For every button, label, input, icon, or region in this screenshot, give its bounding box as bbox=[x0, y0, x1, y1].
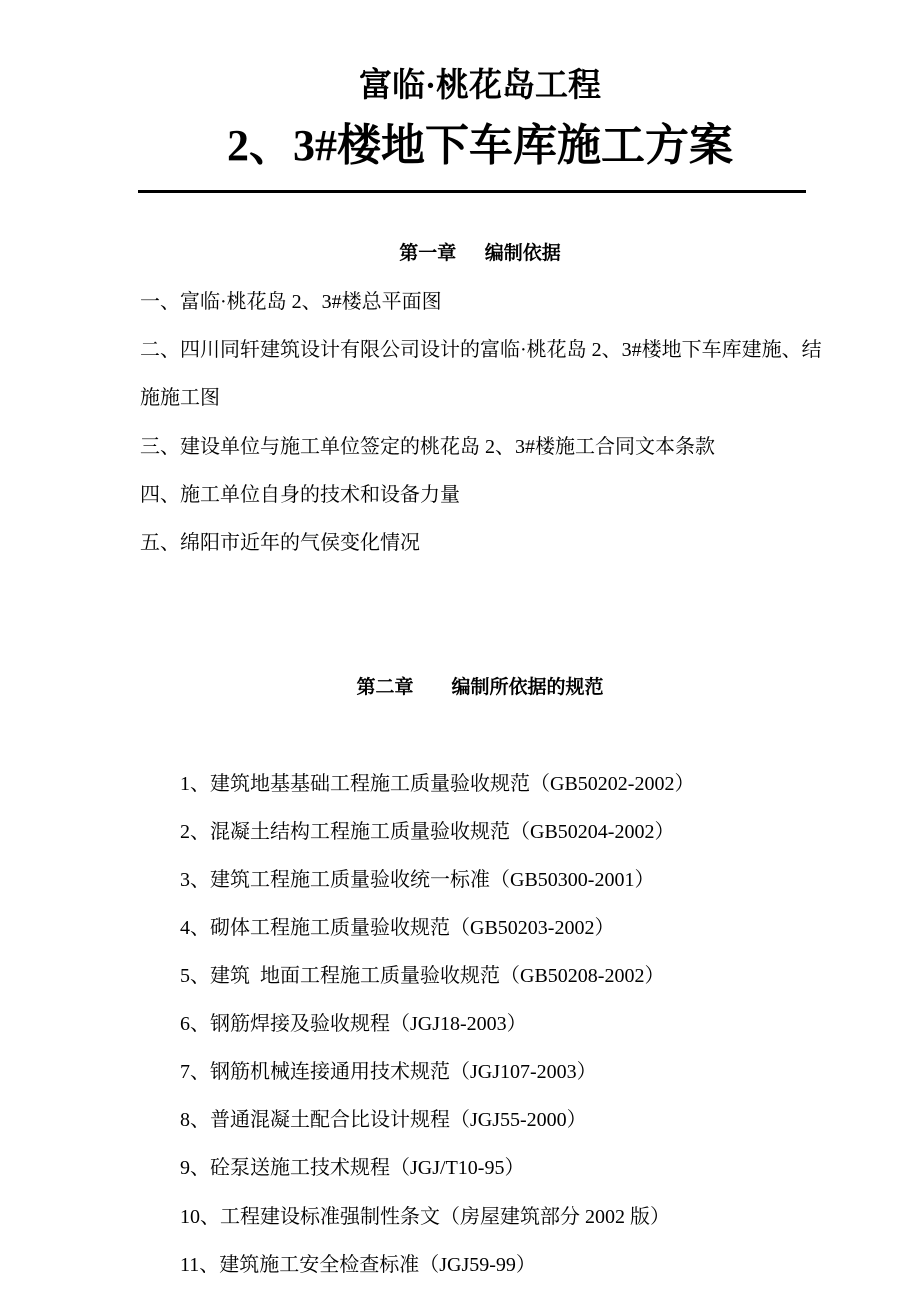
basis-item: 五、绵阳市近年的气侯变化情况 bbox=[140, 532, 420, 554]
document-subtitle: 2、3#楼地下车库施工方案 bbox=[227, 121, 733, 170]
standard-item: 4、砌体工程施工质量验收规范（GB50203-2002） bbox=[180, 917, 615, 939]
document-title: 富临·桃花岛工程 bbox=[358, 68, 601, 104]
standard-item: 2、混凝土结构工程施工质量验收规范（GB50204-2002） bbox=[180, 821, 675, 843]
title-divider bbox=[138, 190, 806, 193]
basis-item: 二、四川同轩建筑设计有限公司设计的富临·桃花岛 2、3#楼地下车库建施、结施施工图 bbox=[140, 339, 822, 409]
basis-item: 四、施工单位自身的技术和设备力量 bbox=[140, 484, 460, 506]
standard-item: 3、建筑工程施工质量验收统一标准（GB50300-2001） bbox=[180, 869, 655, 891]
standard-item: 6、钢筋焊接及验收规程（JGJ18-2003） bbox=[180, 1013, 527, 1035]
standard-item: 9、砼泵送施工技术规程（JGJ/T10-95） bbox=[180, 1157, 525, 1179]
standard-item: 5、建筑 地面工程施工质量验收规范（GB50208-2002） bbox=[180, 965, 665, 987]
chapter2-heading: 第二章 编制所依据的规范 bbox=[356, 677, 604, 698]
standard-item: 1、建筑地基基础工程施工质量验收规范（GB50202-2002） bbox=[180, 773, 695, 795]
chapter1-heading: 第一章 编制依据 bbox=[399, 243, 561, 264]
standard-item: 11、建筑施工安全检查标准（JGJ59-99） bbox=[180, 1254, 536, 1276]
standard-item: 7、钢筋机械连接通用技术规范（JGJ107-2003） bbox=[180, 1061, 597, 1083]
standard-item: 8、普通混凝土配合比设计规程（JGJ55-2000） bbox=[180, 1109, 587, 1131]
basis-item: 三、建设单位与施工单位签定的桃花岛 2、3#楼施工合同文本条款 bbox=[140, 436, 715, 458]
basis-item: 一、富临·桃花岛 2、3#楼总平面图 bbox=[140, 291, 442, 313]
standard-item: 10、工程建设标准强制性条文（房屋建筑部分 2002 版） bbox=[180, 1206, 670, 1228]
